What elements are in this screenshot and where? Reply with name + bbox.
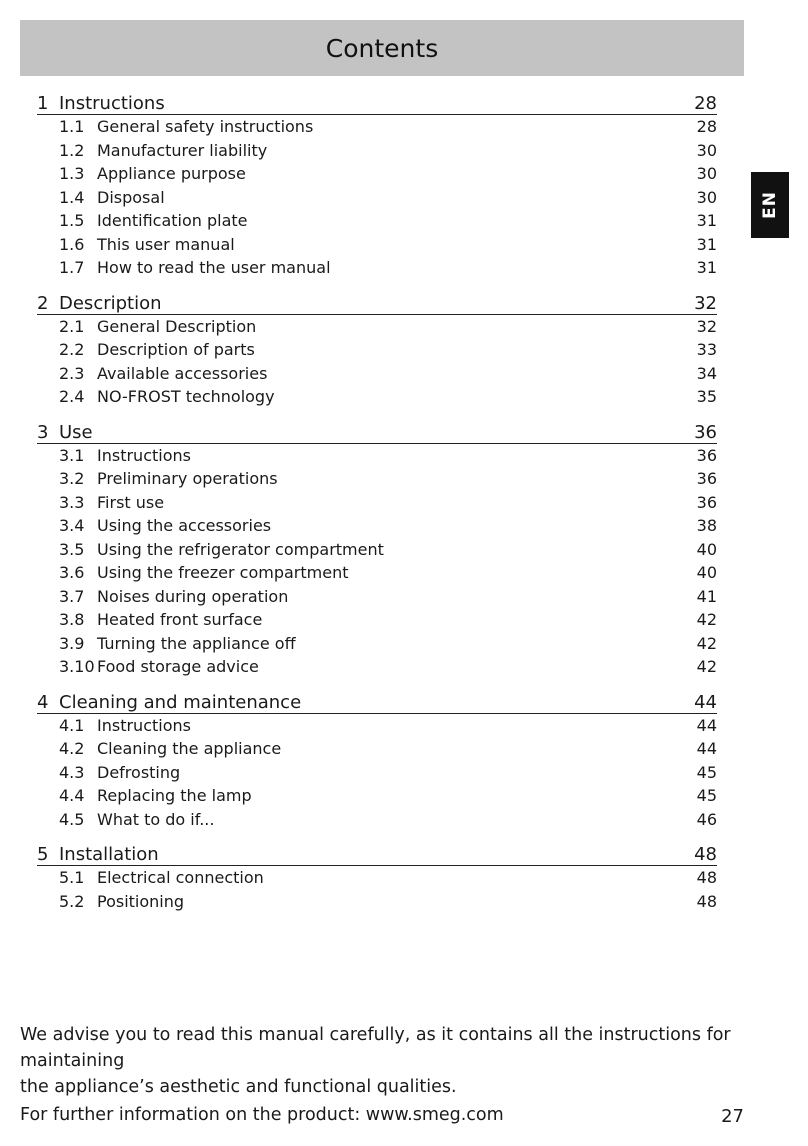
toc-entry-page: 30 bbox=[696, 187, 717, 207]
toc-entry-page: 46 bbox=[696, 809, 717, 829]
toc-entry-number: 2.1 bbox=[59, 316, 85, 336]
toc-entry-title-wrap bbox=[59, 608, 262, 632]
toc-entry-title-wrap bbox=[59, 209, 248, 233]
toc-entry bbox=[37, 714, 717, 738]
toc-entry-number: 5.1 bbox=[59, 868, 85, 887]
toc-entry bbox=[37, 784, 717, 808]
toc-entry-page: 42 bbox=[696, 657, 717, 676]
toc-entry-title: Turning the appliance off bbox=[97, 633, 296, 653]
footer-line-2: the appliance’s aesthetic and functional qualities. bbox=[20, 1077, 457, 1097]
toc-entry-title-wrap bbox=[59, 385, 275, 409]
toc-section-heading bbox=[37, 288, 717, 315]
toc-entry-number: 4.4 bbox=[59, 786, 85, 805]
toc-entry-number: 1.6 bbox=[59, 234, 85, 254]
toc-entry-page: 41 bbox=[696, 586, 717, 606]
toc-entry-title-wrap bbox=[59, 444, 191, 468]
toc-entry-title: Available accessories bbox=[97, 363, 268, 383]
toc-entry-title-wrap bbox=[59, 784, 252, 808]
toc-entry-page: 33 bbox=[696, 340, 717, 359]
toc-section-title-wrap bbox=[37, 93, 165, 114]
toc-entry-title: Positioning bbox=[97, 891, 185, 911]
toc-entry-page: 36 bbox=[696, 492, 717, 512]
toc-entry-title: Using the accessories bbox=[97, 516, 272, 535]
toc-section-number: 1 bbox=[37, 93, 49, 114]
toc-entry-title: First use bbox=[97, 492, 165, 512]
toc-entry-number: 4.2 bbox=[59, 739, 85, 758]
toc-entry bbox=[37, 608, 717, 632]
toc-entry-title: Using the refrigerator compartment bbox=[97, 539, 384, 559]
page-number: 27 bbox=[721, 1106, 744, 1127]
toc-entry-page: 45 bbox=[696, 762, 717, 782]
toc-entry-title-wrap bbox=[59, 632, 296, 656]
toc-entry bbox=[37, 632, 717, 656]
toc-section-title-wrap bbox=[37, 844, 159, 865]
toc-entry bbox=[37, 139, 717, 163]
toc-entry-title: Identification plate bbox=[97, 211, 248, 230]
toc-entry-title: Using the freezer compartment bbox=[97, 563, 349, 582]
toc-entry-number: 3.7 bbox=[59, 586, 85, 606]
toc-entry-title-wrap bbox=[59, 186, 165, 210]
toc-entry-title: Description of parts bbox=[97, 340, 255, 359]
toc-section-page: 48 bbox=[694, 844, 717, 865]
toc-entry bbox=[37, 890, 717, 914]
toc-section-title: Description bbox=[59, 292, 162, 314]
toc-entry-title-wrap bbox=[59, 561, 349, 585]
toc-entry-title: Heated front surface bbox=[97, 610, 263, 629]
toc-entry-title: General safety instructions bbox=[97, 117, 314, 136]
toc-entry-title-wrap bbox=[59, 338, 255, 362]
toc-entry-title: Food storage advice bbox=[97, 657, 259, 676]
toc-entry-number: 2.3 bbox=[59, 363, 85, 383]
toc-entry-title-wrap bbox=[59, 890, 184, 914]
footer-note bbox=[20, 1022, 750, 1128]
toc-entry-title-wrap bbox=[59, 538, 384, 562]
toc-entry-number: 3.5 bbox=[59, 539, 85, 559]
toc-entry-title-wrap bbox=[59, 115, 313, 139]
toc-entry-title: NO-FROST technology bbox=[97, 387, 275, 406]
toc-entry-page: 31 bbox=[696, 234, 717, 254]
toc-entry-page: 45 bbox=[696, 786, 717, 805]
toc-entry-number: 3.4 bbox=[59, 516, 85, 535]
toc-section-page: 36 bbox=[694, 421, 717, 443]
contents-header bbox=[20, 20, 744, 76]
footer-line-1: We advise you to read this manual carefully, as it contains all the instructions for maintaining bbox=[20, 1025, 731, 1071]
toc-entry-number: 1.5 bbox=[59, 211, 85, 230]
toc-entry-title-wrap bbox=[59, 866, 264, 890]
toc-entry-page: 36 bbox=[696, 445, 717, 465]
toc-entry-number: 3.9 bbox=[59, 633, 85, 653]
toc-entry-number: 4.5 bbox=[59, 809, 85, 829]
toc-entry bbox=[37, 338, 717, 362]
toc-section-title: Installation bbox=[59, 844, 159, 865]
toc-entry bbox=[37, 115, 717, 139]
toc-entry-page: 40 bbox=[696, 563, 717, 582]
table-of-contents bbox=[37, 88, 717, 913]
toc-entry-title-wrap bbox=[59, 761, 180, 785]
toc-section-title-wrap bbox=[37, 692, 301, 713]
toc-entry-title-wrap bbox=[59, 491, 164, 515]
toc-entry-title: Instructions bbox=[97, 445, 191, 465]
toc-entry-number: 1.7 bbox=[59, 258, 85, 277]
toc-entry-page: 44 bbox=[696, 715, 717, 735]
toc-entry-page: 32 bbox=[696, 316, 717, 336]
toc-entry bbox=[37, 256, 717, 280]
toc-entry bbox=[37, 362, 717, 386]
toc-entry-page: 36 bbox=[696, 469, 717, 488]
toc-entry bbox=[37, 866, 717, 890]
toc-section-page: 32 bbox=[694, 292, 717, 314]
toc-entry-number: 1.2 bbox=[59, 140, 85, 160]
toc-section-page: 44 bbox=[694, 691, 717, 713]
toc-entry-title: Replacing the lamp bbox=[97, 786, 252, 805]
toc-entry-number: 3.6 bbox=[59, 563, 85, 582]
toc-entry-page: 35 bbox=[696, 387, 717, 406]
toc-entry-title-wrap bbox=[59, 585, 288, 609]
toc-entry bbox=[37, 233, 717, 257]
toc-section-title: Instructions bbox=[59, 93, 165, 114]
toc-entry-number: 4.3 bbox=[59, 762, 85, 782]
toc-entry-title: Electrical connection bbox=[97, 868, 264, 887]
toc-entry-page: 44 bbox=[696, 739, 717, 758]
toc-entry-title-wrap bbox=[59, 467, 278, 491]
toc-entry-number: 2.4 bbox=[59, 387, 85, 406]
toc-entry-title: This user manual bbox=[97, 234, 235, 254]
toc-entry bbox=[37, 209, 717, 233]
toc-entry bbox=[37, 561, 717, 585]
toc-entry-title-wrap bbox=[59, 714, 191, 738]
toc-entry-number: 2.2 bbox=[59, 340, 85, 359]
toc-entry-title-wrap bbox=[59, 514, 271, 538]
toc-entry bbox=[37, 585, 717, 609]
toc-entry-number: 1.3 bbox=[59, 164, 85, 183]
toc-section-page: 28 bbox=[694, 93, 717, 114]
toc-section-title-wrap bbox=[37, 422, 93, 443]
toc-entry-page: 30 bbox=[696, 140, 717, 160]
toc-entry bbox=[37, 655, 717, 679]
toc-entry-title: How to read the user manual bbox=[97, 258, 331, 277]
toc-entry bbox=[37, 385, 717, 409]
toc-entry-number: 3.8 bbox=[59, 610, 85, 629]
toc-section-number: 5 bbox=[37, 844, 49, 865]
toc-entry bbox=[37, 162, 717, 186]
toc-section-heading bbox=[37, 687, 717, 714]
toc-entry-title-wrap bbox=[59, 162, 246, 186]
page-title: Contents bbox=[325, 33, 439, 63]
toc-entry-title: General Description bbox=[97, 316, 257, 336]
toc-entry-page: 28 bbox=[696, 117, 717, 136]
toc-entry-title: Preliminary operations bbox=[97, 469, 278, 488]
language-tab bbox=[751, 172, 789, 238]
toc-entry-title-wrap bbox=[59, 808, 214, 832]
toc-entry-page: 48 bbox=[696, 868, 717, 887]
toc-entry-number: 5.2 bbox=[59, 891, 85, 911]
toc-entry-page: 30 bbox=[696, 164, 717, 183]
toc-entry-title-wrap bbox=[59, 655, 259, 679]
toc-entry-number: 3.3 bbox=[59, 492, 85, 512]
toc-entry-page: 31 bbox=[696, 258, 717, 277]
toc-entry-title: Manufacturer liability bbox=[97, 140, 268, 160]
toc-entry-number: 4.1 bbox=[59, 715, 85, 735]
toc-entry-page: 42 bbox=[696, 610, 717, 629]
toc-entry-page: 40 bbox=[696, 539, 717, 559]
toc-entry-number: 1.4 bbox=[59, 187, 85, 207]
toc-entry-page: 42 bbox=[696, 633, 717, 653]
toc-section-title-wrap bbox=[37, 293, 162, 314]
toc-entry-title: Appliance purpose bbox=[97, 164, 246, 183]
toc-entry bbox=[37, 444, 717, 468]
toc-section-title: Cleaning and maintenance bbox=[59, 691, 302, 713]
toc-section-heading bbox=[37, 839, 717, 866]
toc-entry-title: Noises during operation bbox=[97, 586, 289, 606]
toc-entry-number: 3.10 bbox=[59, 657, 95, 676]
toc-entry-page: 34 bbox=[696, 363, 717, 383]
toc-entry-title: Defrosting bbox=[97, 762, 181, 782]
language-tab-label: EN bbox=[760, 191, 780, 219]
toc-entry bbox=[37, 514, 717, 538]
toc-entry bbox=[37, 538, 717, 562]
toc-section-number: 4 bbox=[37, 691, 49, 713]
toc-section-title: Use bbox=[59, 421, 93, 443]
toc-section-heading bbox=[37, 88, 717, 115]
toc-entry bbox=[37, 491, 717, 515]
toc-entry-title-wrap bbox=[59, 256, 331, 280]
toc-section-heading bbox=[37, 417, 717, 444]
toc-entry-number: 1.1 bbox=[59, 117, 85, 136]
toc-entry bbox=[37, 808, 717, 832]
toc-entry-number: 3.1 bbox=[59, 445, 85, 465]
footer-line-3: For further information on the product: www.smeg.com bbox=[20, 1105, 504, 1125]
toc-entry bbox=[37, 467, 717, 491]
toc-entry-title-wrap bbox=[59, 139, 267, 163]
toc-entry-title-wrap bbox=[59, 362, 267, 386]
toc-entry-page: 48 bbox=[696, 891, 717, 911]
toc-section-number: 3 bbox=[37, 421, 49, 443]
toc-entry-number: 3.2 bbox=[59, 469, 85, 488]
toc-entry bbox=[37, 186, 717, 210]
toc-entry-title: What to do if... bbox=[97, 809, 215, 829]
toc-entry bbox=[37, 737, 717, 761]
toc-entry-title-wrap bbox=[59, 737, 281, 761]
toc-entry-title-wrap bbox=[59, 315, 256, 339]
toc-entry-title: Instructions bbox=[97, 715, 191, 735]
toc-section-number: 2 bbox=[37, 292, 49, 314]
toc-entry bbox=[37, 315, 717, 339]
toc-entry-title: Cleaning the appliance bbox=[97, 739, 282, 758]
toc-entry-title: Disposal bbox=[97, 187, 165, 207]
toc-entry-title-wrap bbox=[59, 233, 235, 257]
toc-entry bbox=[37, 761, 717, 785]
toc-entry-page: 31 bbox=[696, 211, 717, 230]
toc-entry-page: 38 bbox=[696, 516, 717, 535]
